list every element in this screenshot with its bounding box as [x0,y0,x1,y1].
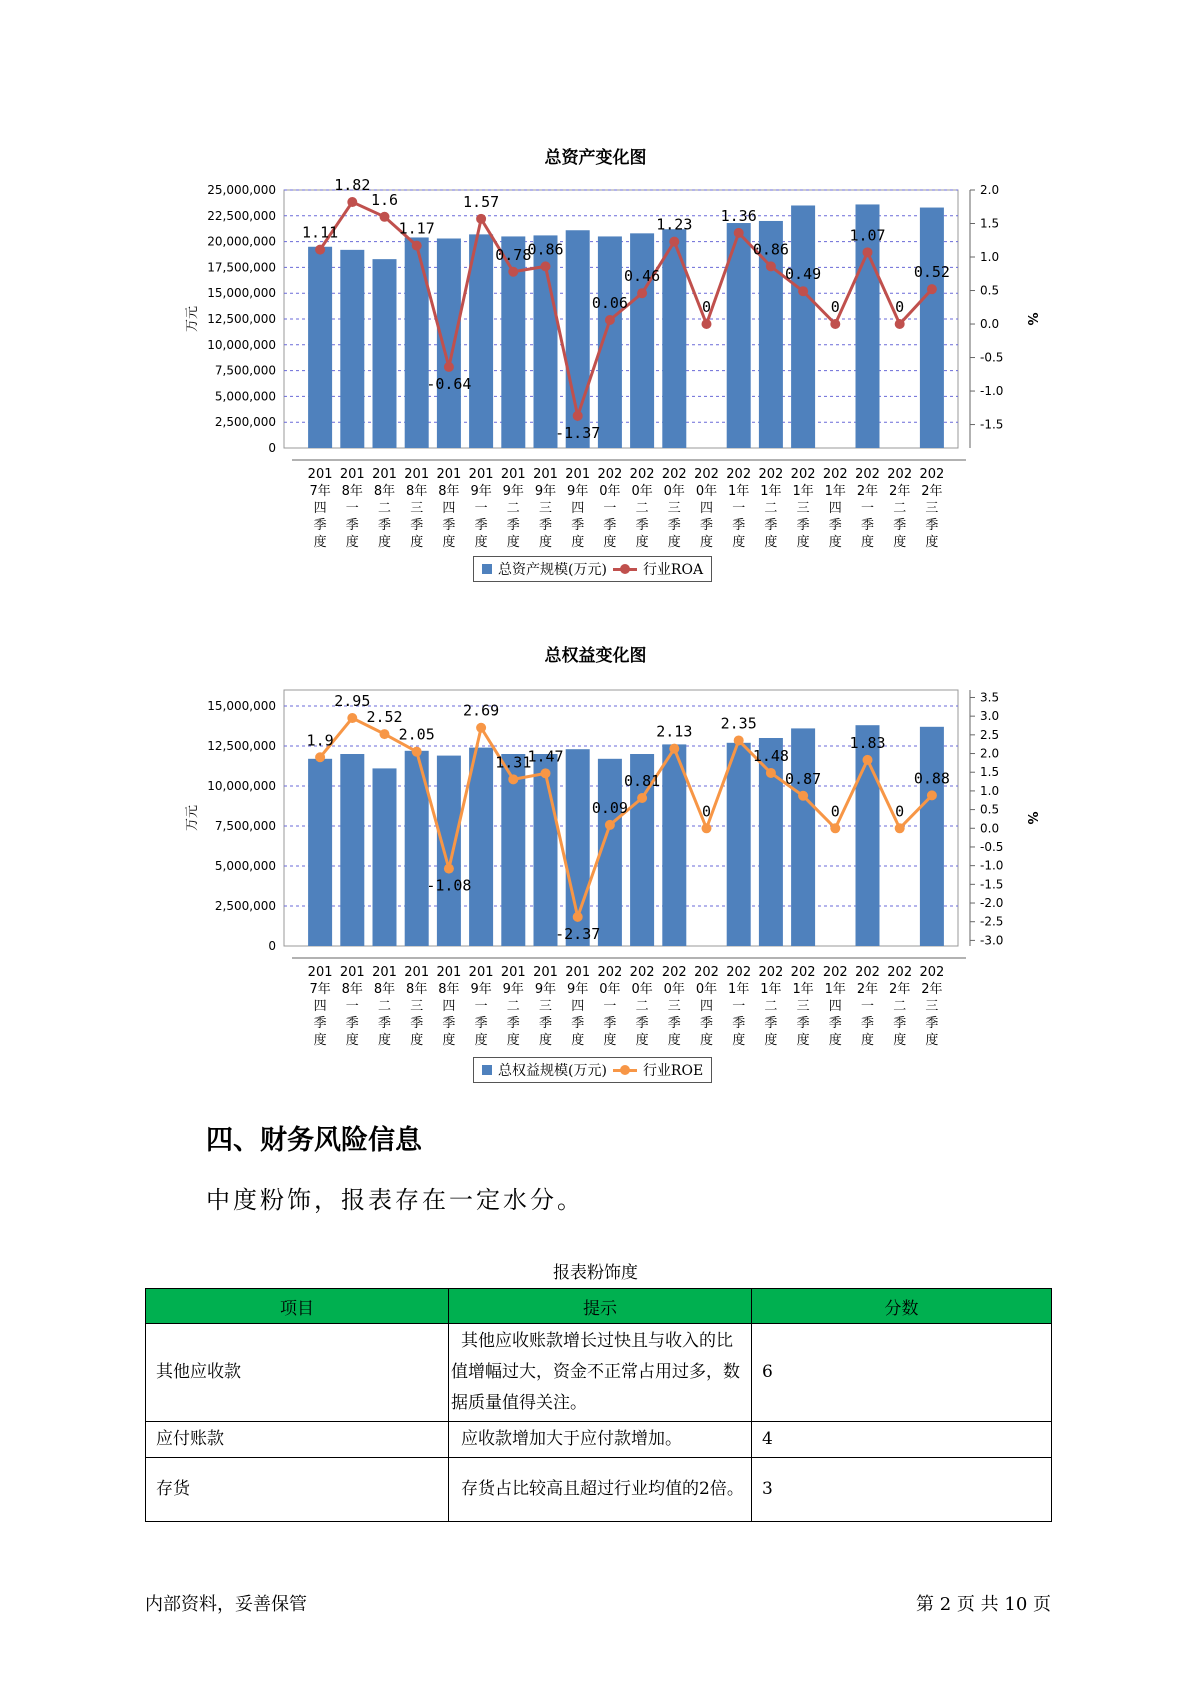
y-right-axis-label: % [1024,312,1039,326]
row-item: 应付账款 [146,1422,449,1458]
header-hint: 提示 [449,1289,752,1324]
y-left-tick-label: 5,000,000 [214,389,276,404]
y-left-tick-label: 0 [268,441,276,455]
y-right-tick-label: 0.0 [980,821,1000,836]
y-right-tick-label: -1.0 [980,858,1004,873]
y-right-tick-label: -0.5 [980,839,1004,854]
x-tick-label: 201 8年一季度 [339,467,365,550]
data-label: 2.05 [398,725,435,744]
y-left-tick-label: 20,000,000 [207,234,276,249]
y-right-tick-label: -1.5 [980,877,1004,892]
line-point [412,747,422,757]
line-point [734,228,744,238]
bar [469,748,493,946]
data-label: 2.52 [366,708,403,727]
row-hint: 存货占比较高且超过行业均值的2倍。 [449,1458,752,1522]
table-row [146,1458,1052,1522]
row-score: 6 [752,1324,1052,1422]
y-left-tick-label: 7,500,000 [214,819,276,833]
x-tick-label: 201 7年四季度 [307,467,333,550]
data-label: 0 [701,802,712,821]
x-tick-label: 201 8年一季度 [339,965,365,1048]
row-hint: 应收款增加大于应付款增加。 [449,1422,752,1458]
y-right-tick-label: 1.5 [980,216,1000,231]
data-label: 2.69 [463,701,500,720]
line-point [347,197,357,207]
x-tick-label: 201 9年三季度 [533,965,558,1048]
line-point [315,245,325,255]
bar [920,727,944,946]
line-point [541,768,551,778]
line-point [766,768,776,778]
bar [630,233,654,448]
x-tick-label: 202 0年一季度 [597,467,623,550]
row-item: 其他应收款 [146,1324,449,1422]
data-label: 2.35 [720,714,757,733]
x-tick-label: 202 0年四季度 [694,965,719,1048]
x-tick-label: 201 9年一季度 [468,467,494,550]
y-right-tick-label: 2.5 [980,727,1000,742]
bar [373,768,397,946]
line-point [830,319,840,329]
line-point [669,237,679,247]
x-tick-label: 201 8年二季度 [372,467,397,550]
x-tick-label: 201 9年二季度 [500,467,526,550]
x-tick-label: 202 0年二季度 [629,467,655,550]
bar [405,237,429,448]
line-point [895,319,905,329]
data-label: -1.37 [555,423,601,442]
data-label: 0 [830,802,840,821]
x-tick-label: 201 9年四季度 [565,965,591,1048]
footer-page-number: 第 2 页 共 10 页 [916,1594,1051,1615]
line-point [476,214,486,224]
data-label: 0.88 [913,769,950,788]
data-label: 0.78 [495,245,532,264]
data-label: 2.13 [656,722,693,741]
x-tick-label: 201 9年四季度 [565,467,591,550]
x-tick-label: 202 1年二季度 [758,965,784,1048]
y-right-tick-label: 0.0 [980,317,1000,332]
data-label: 1.31 [495,753,532,772]
line-point [702,823,712,833]
data-label: -1.08 [426,876,472,895]
bar [340,754,364,946]
chart-title-total-equity: 总权益变化图 [544,646,647,666]
legend-total-assets [473,556,712,582]
data-label: 1.47 [527,747,564,766]
bar [791,205,815,448]
line-point [476,723,486,733]
y-left-axis-label: 万元 [185,804,200,832]
line-point [927,284,937,294]
table-caption: 报表粉饰度 [553,1263,638,1283]
x-tick-label: 202 2年一季度 [855,965,880,1048]
data-label: 0 [895,802,905,821]
legend-line-swatch [613,568,637,571]
x-tick-label: 201 9年二季度 [500,965,526,1048]
legend-line-swatch [613,1069,637,1072]
y-left-tick-label: 10,000,000 [207,337,276,352]
x-tick-label: 201 8年四季度 [436,965,462,1048]
bar [727,743,751,946]
x-tick-label: 201 9年三季度 [533,467,558,550]
x-tick-label: 202 0年一季度 [597,965,623,1048]
line-point [927,790,937,800]
line-point [412,241,422,251]
data-label: 1.48 [752,746,789,765]
y-right-tick-label: 3.0 [980,709,1000,724]
y-right-tick-label: 1.0 [980,783,1000,798]
legend-bar-label: 总权益规模(万元) [498,1063,607,1079]
bar [373,259,397,448]
data-label: 1.83 [849,733,886,752]
y-right-tick-label: -2.5 [980,914,1004,929]
y-right-tick-label: 0.5 [980,802,1000,817]
y-right-tick-label: 0.5 [980,283,1000,298]
data-label: 1.11 [302,223,339,242]
line-point [573,411,583,421]
line-point [508,267,518,277]
y-right-tick-label: -2.0 [980,896,1004,911]
line-point [637,288,647,298]
line-point [734,735,744,745]
line-point [702,319,712,329]
x-tick-label: 202 1年二季度 [758,467,784,550]
bar [534,754,558,946]
legend-bar-swatch [482,564,492,574]
data-label: 0.87 [785,769,822,788]
line-point [798,286,808,296]
data-label: 0.49 [785,265,822,284]
y-left-tick-label: 2,500,000 [214,415,276,430]
bar [662,744,686,946]
y-right-tick-label: -1.0 [980,384,1004,399]
data-label: 0.86 [752,240,789,259]
x-tick-label: 202 1年三季度 [790,467,816,550]
line-point [541,261,551,271]
data-label: 0.09 [591,798,628,817]
x-tick-label: 202 2年二季度 [887,467,913,550]
line-point [444,864,454,874]
line-point [798,791,808,801]
x-tick-label: 202 0年三季度 [661,467,687,550]
x-tick-label: 201 8年三季度 [404,467,430,550]
y-left-tick-label: 15,000,000 [207,286,276,301]
row-item: 存货 [146,1458,449,1522]
y-left-tick-label: 17,500,000 [207,260,276,275]
bar [308,247,332,448]
data-label: 0.46 [624,267,661,286]
bar [308,759,332,946]
y-left-tick-label: 7,500,000 [214,363,276,378]
row-hint: 其他应收账款增长过快且与收入的比值增幅过大，资金不正常占用过多，数据质量值得关注。 [449,1324,752,1422]
section-heading: 四、财务风险信息 [206,1125,422,1156]
line-point [444,362,454,372]
data-label: 1.36 [720,206,757,225]
total-equity-chart [0,678,1191,1108]
data-label: 0.81 [624,772,661,791]
y-right-tick-label: -3.0 [980,933,1004,948]
y-left-tick-label: 2,500,000 [214,899,276,913]
x-tick-label: 202 1年一季度 [726,467,752,550]
data-label: 0 [895,298,905,317]
line-point [573,912,583,922]
legend-line-label: 行业ROE [642,1063,704,1079]
data-label: 2.95 [334,692,371,711]
line-point [863,247,873,257]
x-tick-label: 202 1年四季度 [822,965,848,1048]
x-tick-label: 201 9年一季度 [468,965,494,1048]
y-left-tick-label: 22,500,000 [207,208,276,223]
y-left-tick-label: 10,000,000 [207,779,276,793]
x-tick-label: 201 8年三季度 [404,965,430,1048]
y-left-tick-label: 12,500,000 [207,739,276,753]
y-right-tick-label: 2.0 [980,746,1000,761]
x-tick-label: 202 0年二季度 [629,965,655,1048]
y-right-tick-label: -0.5 [980,350,1004,365]
x-tick-label: 202 0年四季度 [694,467,719,550]
data-label: -2.37 [555,924,601,943]
x-tick-label: 202 2年三季度 [919,467,945,550]
data-label: 1.23 [656,215,693,234]
data-label: 1.6 [370,190,399,209]
y-right-tick-label: 3.5 [980,690,1000,705]
risk-table [145,1288,1052,1522]
x-tick-label: 202 1年一季度 [726,965,752,1048]
x-tick-label: 202 0年三季度 [661,965,687,1048]
x-tick-label: 202 2年三季度 [919,965,945,1048]
table-row [146,1324,1052,1422]
total-assets-chart [0,178,1191,608]
x-tick-label: 201 8年二季度 [372,965,397,1048]
line-point [895,823,905,833]
bar [437,239,461,448]
line-point [863,755,873,765]
data-label: 1.07 [849,226,886,245]
row-score: 4 [752,1422,1052,1458]
x-tick-label: 202 2年二季度 [887,965,913,1048]
y-left-tick-label: 12,500,000 [207,312,276,326]
line-point [380,729,390,739]
data-label: 1.9 [306,731,334,750]
line-point [347,713,357,723]
line-point [766,261,776,271]
y-right-axis-label: % [1024,811,1039,825]
y-right-tick-label: 1.5 [980,765,1000,780]
row-score: 3 [752,1458,1052,1522]
y-left-tick-label: 0 [268,939,276,953]
y-left-axis-label: 万元 [185,305,200,333]
x-tick-label: 202 2年一季度 [855,467,880,550]
data-label: 0.06 [591,294,628,313]
x-tick-label: 202 1年四季度 [822,467,848,550]
data-label: 0.52 [913,263,950,282]
data-label: 1.17 [398,219,435,238]
bar [791,728,815,946]
legend-bar-label: 总资产规模(万元) [498,562,607,578]
data-label: 0.86 [527,240,564,259]
data-label: 1.57 [463,192,500,211]
header-item: 项目 [146,1289,449,1324]
line-point [508,774,518,784]
risk-summary: 中度粉饰，报表存在一定水分。 [206,1186,584,1214]
legend-bar-swatch [482,1065,492,1075]
legend-line-label: 行业ROA [642,562,704,578]
data-label: 0 [701,298,712,317]
bar [920,208,944,448]
table-row [146,1422,1052,1458]
x-tick-label: 201 7年四季度 [307,965,333,1048]
line-point [605,315,615,325]
line-point [637,793,647,803]
y-right-tick-label: 1.0 [980,250,1000,265]
header-score: 分数 [752,1289,1052,1324]
data-label: 0 [830,298,840,317]
x-tick-label: 201 8年四季度 [436,467,462,550]
x-tick-label: 202 1年三季度 [790,965,816,1048]
y-left-tick-label: 15,000,000 [207,699,276,713]
line-point [669,744,679,754]
bar [437,756,461,946]
y-right-tick-label: 2.0 [980,183,1000,197]
y-left-tick-label: 5,000,000 [214,859,276,873]
line-point [380,212,390,222]
bar [340,250,364,448]
line-point [605,820,615,830]
footer-confidential: 内部资料，妥善保管 [145,1594,307,1615]
bar [469,234,493,448]
chart-title-total-assets: 总资产变化图 [544,148,647,168]
line-point [830,823,840,833]
legend-total-equity [473,1057,712,1083]
table-header-row [146,1289,1052,1324]
data-label: 1.82 [334,176,371,195]
y-left-tick-label: 25,000,000 [207,183,276,197]
line-point [315,752,325,762]
data-label: -0.64 [426,374,472,393]
y-right-tick-label: -1.5 [980,417,1004,432]
